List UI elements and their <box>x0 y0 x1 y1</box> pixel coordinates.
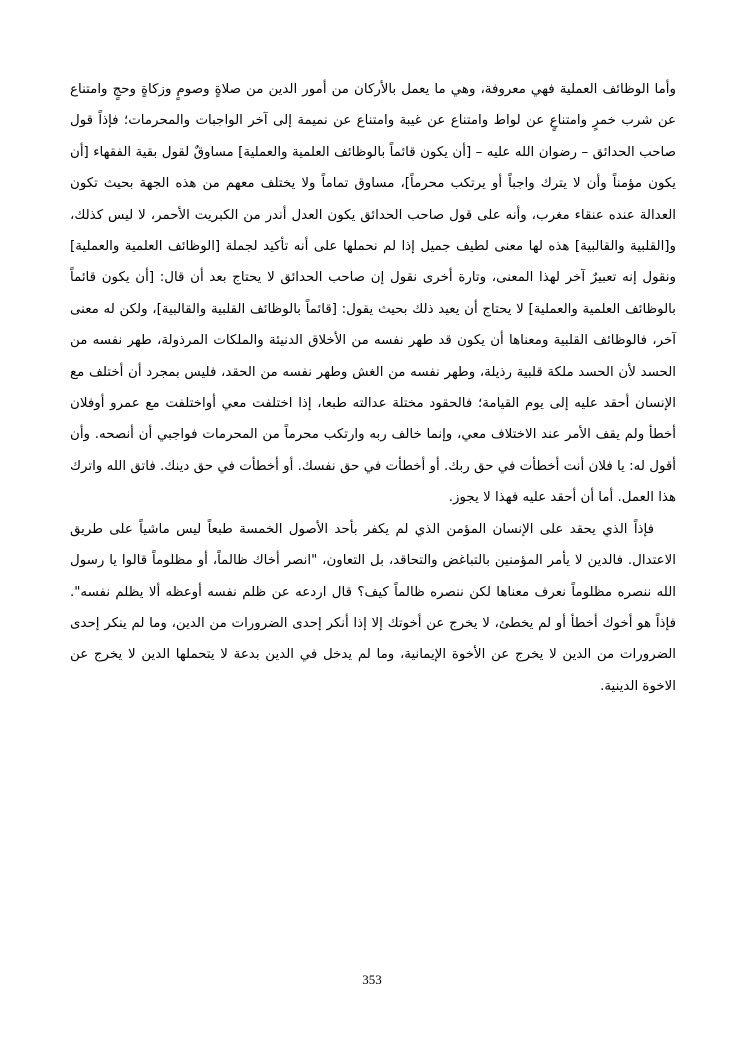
paragraph-1: وأما الوظائف العملية فهي معروفة، وهي ما يعمل بالأركان من أمور الدين من صلاةٍ وصومٍ وزكاةٍ وحجٍ وامتناع عن شرب خمرٍ وامتناعٍ عن لواط وامتناع عن غيبة وامتناع عن نميمة إلى آخر الواجبات والمحرمات؛ فإذاً قول صاحب الحدائق – رضوان الله عليه – [أن يكون قائماً بالوظائف العلمية والعملية] مساوقٌ لقول بقية الفقهاء [أن يكون مؤمناً وأن لا يترك واجباً أو يرتكب محرماً]، مساوق تماماً ولا يختلف معهم من هذه الجهة بحيث تكون العدالة عنده عنقاء مغرب، وأنه على قول صاحب الحدائق يكون العدل أندر من الكبريت الأحمر، لا ليس كذلك، و[القلبية والقالبية] هذه لها معنى لطيف جميل إذا لم نحملها على أنه تأكيد لجملة [الوظائف العلمية والعملية] ونقول إنه تعبيرٌ آخر لهذا المعنى، وتارة أخرى نقول إن صاحب الحدائق لا يحتاج بعد أن قال: [أن يكون قائماً بالوظائف العلمية والعملية] لا يحتاج أن يعيد ذلك بحيث يقول: [قائماً بالوظائف القلبية والقالبية]، ولكن له معنى آخر، فالوظائف القلبية ومعناها أن يكون قد طهر نفسه من الأخلاق الدنيئة والملكات المرذولة، طهر نفسه من الحسد لأن الحسد ملكة قلبية رذيلة، وطهر نفسه من الغش وطهر نفسه من الحقد، فليس بمجرد أن أختلف مع الإنسان أحقد عليه إلى يوم القيامة؛ فالحقود مختلة عدالته طبعا، إذا اختلفت معي أواختلفت مع عمرو أوفلان أخطأ ولم يقف الأمر عند الاختلاف معي، وإنما خالف ربه وارتكب محرماً من المحرمات فواجبي أن أنصحه. وأن أقول له: يا فلان أنت أخطأت في حق ربك. أو أخطأت في حق نفسك. أو أخطأت في حق دينك. فاتق الله واترك هذا العمل. أما أن أحقد عليه فهذا لا يجوز. <box>70 82 676 506</box>
page-body <box>70 74 676 702</box>
page-number: 353 <box>362 972 382 987</box>
paragraph-2: فإذاً الذي يحقد على الإنسان المؤمن الذي لم يكفر بأحد الأصول الخمسة طبعاً ليس ماشياً على طريق الاعتدال. فالدين لا يأمر المؤمنين بالتباغض والتحاقد، بل التعاون، "انصر أخاك ظالماً، أو مظلوماً قالوا يا رسول الله ننصره مظلوماً نعرف معناها لكن ننصره ظالماً كيف؟ قال اردعه عن ظلم نفسه أوعظه ألا يظلم نفسه". فإذاً هو أخوك أخطأ أو لم يخطئ، لا يخرج عن أخوتك إلا إذا أنكر إحدى الضرورات من الدين، وما لم ينكر إحدى الضرورات من الدين لا يخرج عن الأخوة الإيمانية، وما لم يدخل في الدين بدعة لا يتحملها الدين لا يخرج عن الاخوة الدينية. <box>70 521 676 694</box>
